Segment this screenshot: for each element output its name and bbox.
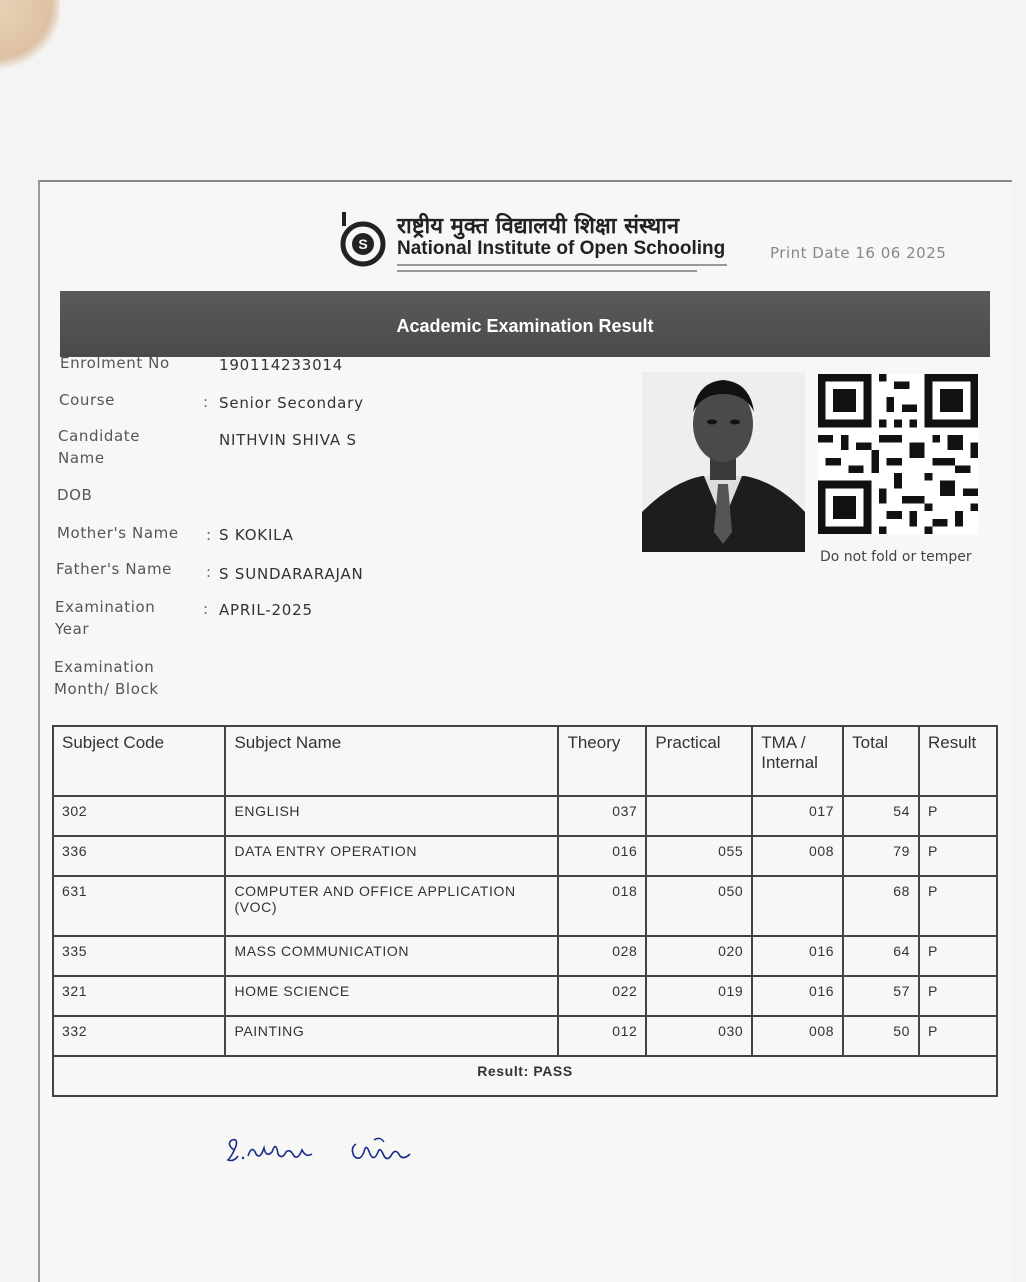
subject-code: 335 [53, 936, 225, 976]
subject-code: 631 [53, 876, 225, 936]
tma-marks: 016 [752, 976, 843, 1016]
theory-marks: 016 [558, 836, 646, 876]
exam-year-value: APRIL-2025 [219, 601, 313, 619]
header-theory: Theory [558, 726, 646, 796]
table-row [53, 796, 997, 836]
exam-month-block-label: Examination Month/ Block [54, 658, 159, 698]
subject-result: P [919, 876, 997, 936]
subject-name: COMPUTER AND OFFICE APPLICATION (VOC) [225, 876, 558, 936]
subject-result: P [919, 796, 997, 836]
org-hindi-title: राष्ट्रीय मुक्त विद्यालयी शिक्षा संस्थान [397, 213, 680, 239]
tma-marks: 017 [752, 796, 843, 836]
practical-marks: 050 [646, 876, 752, 936]
course-label: Course [59, 391, 115, 409]
table-row [53, 876, 997, 936]
svg-text:S: S [358, 236, 368, 252]
total-marks: 54 [843, 796, 919, 836]
mother-name-value: S KOKILA [219, 526, 294, 544]
total-marks: 57 [843, 976, 919, 1016]
candidate-signature [224, 1130, 424, 1176]
subject-name: ENGLISH [225, 796, 558, 836]
subject-name: PAINTING [225, 1016, 558, 1056]
header-tma-internal: TMA / Internal [752, 726, 843, 796]
header-subject-name: Subject Name [225, 726, 558, 796]
theory-marks: 012 [558, 1016, 646, 1056]
theory-marks: 037 [558, 796, 646, 836]
course-value: Senior Secondary [219, 394, 364, 412]
subject-code: 332 [53, 1016, 225, 1056]
practical-marks: 020 [646, 936, 752, 976]
enrolment-label: Enrolment No [60, 354, 170, 372]
practical-marks: 055 [646, 836, 752, 876]
subject-result: P [919, 976, 997, 1016]
theory-marks: 018 [558, 876, 646, 936]
candidate-name-value: NITHVIN SHIVA S [219, 431, 357, 449]
theory-marks: 028 [558, 936, 646, 976]
print-date: Print Date 16 06 2025 [770, 244, 947, 262]
org-tagline [397, 262, 737, 279]
table-header-row [53, 726, 997, 796]
candidate-name-label: Candidate Name [58, 427, 141, 467]
section-title: Academic Examination Result [60, 291, 990, 357]
enrolment-value: 190114233014 [219, 356, 344, 374]
table-row [53, 976, 997, 1016]
theory-marks: 022 [558, 976, 646, 1016]
father-name-label: Father's Name [56, 560, 172, 578]
header-subject-code: Subject Code [53, 726, 225, 796]
total-marks: 79 [843, 836, 919, 876]
father-name-value: S SUNDARARAJAN [219, 565, 364, 583]
mother-name-label: Mother's Name [57, 524, 179, 542]
header-practical: Practical [646, 726, 752, 796]
subject-result: P [919, 936, 997, 976]
subject-code: 321 [53, 976, 225, 1016]
dob-label: DOB [57, 486, 93, 504]
subject-code: 302 [53, 796, 225, 836]
qr-caption: Do not fold or temper [820, 549, 972, 565]
overall-result-row [53, 1056, 997, 1096]
table-row [53, 836, 997, 876]
tma-marks: 008 [752, 1016, 843, 1056]
exam-year-label: Examination Year [55, 598, 156, 638]
background-object [0, 0, 60, 70]
org-title: National Institute of Open Schooling [397, 238, 726, 259]
subject-name: DATA ENTRY OPERATION [225, 836, 558, 876]
nios-logo-icon [338, 210, 388, 270]
tma-marks: 016 [752, 936, 843, 976]
practical-marks [646, 796, 752, 836]
subject-result: P [919, 836, 997, 876]
subject-name: HOME SCIENCE [225, 976, 558, 1016]
practical-marks: 019 [646, 976, 752, 1016]
candidate-photo [642, 372, 805, 552]
results-table [52, 725, 998, 1097]
total-marks: 64 [843, 936, 919, 976]
tma-marks: 008 [752, 836, 843, 876]
header-total: Total [843, 726, 919, 796]
table-row [53, 1016, 997, 1056]
overall-result: Result: PASS [53, 1056, 997, 1096]
table-row [53, 936, 997, 976]
total-marks: 50 [843, 1016, 919, 1056]
subject-name: MASS COMMUNICATION [225, 936, 558, 976]
tma-marks [752, 876, 843, 936]
subject-result: P [919, 1016, 997, 1056]
qr-code [810, 374, 986, 534]
practical-marks: 030 [646, 1016, 752, 1056]
total-marks: 68 [843, 876, 919, 936]
subject-code: 336 [53, 836, 225, 876]
header-result: Result [919, 726, 997, 796]
